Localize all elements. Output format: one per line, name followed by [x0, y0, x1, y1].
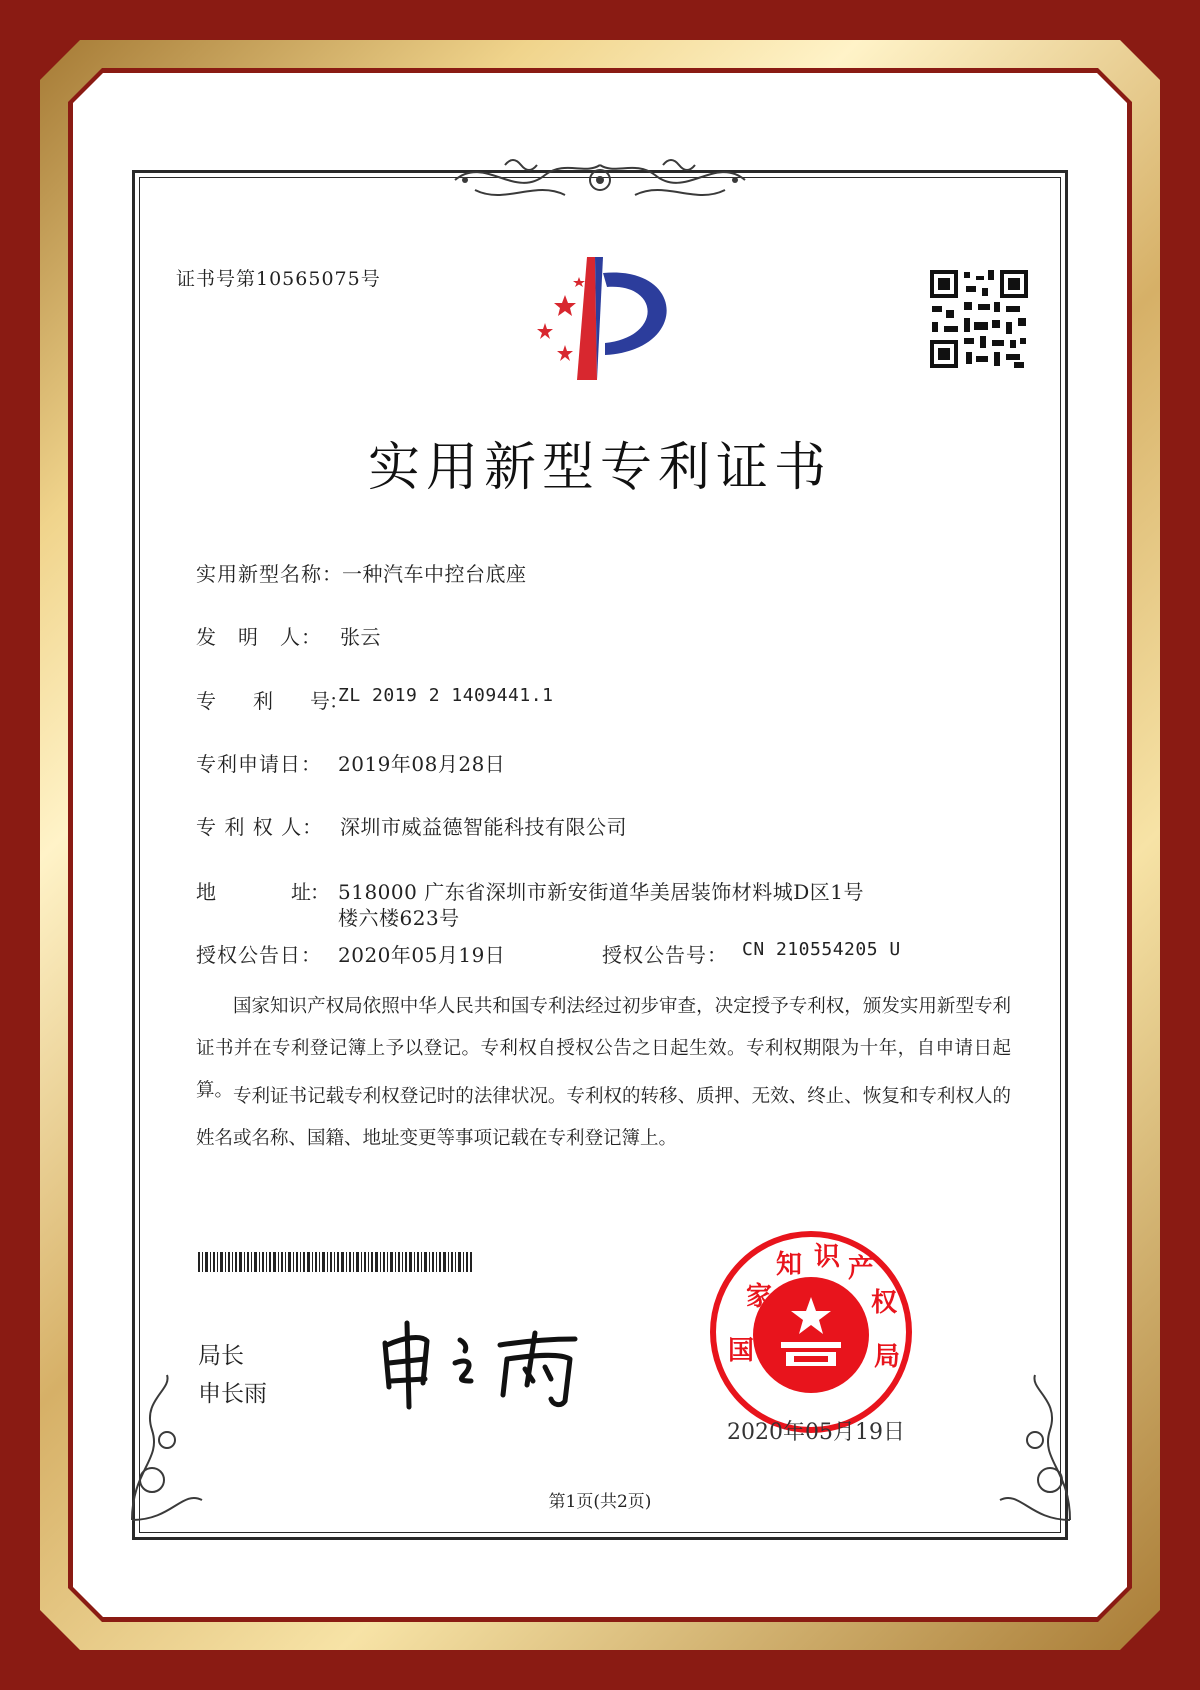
patent-number-label: 专 利 号：: [196, 689, 348, 713]
patent-office-logo-icon: [525, 255, 685, 380]
grant-number-label: 授权公告号：: [602, 943, 728, 967]
utility-model-name-label: 实用新型名称：: [196, 562, 343, 586]
address-label: 地 址：: [196, 880, 329, 904]
director-title: 局长: [198, 1343, 244, 1369]
address-line-2: 楼六楼623号: [338, 906, 460, 930]
grant-number-value: CN 210554205 U: [742, 939, 901, 960]
svg-text:权: 权: [871, 1288, 898, 1318]
svg-text:知: 知: [776, 1250, 803, 1280]
svg-text:识: 识: [814, 1242, 841, 1272]
svg-text:局: 局: [874, 1342, 901, 1372]
seal-date: 2020年05月19日: [727, 1420, 905, 1445]
top-ornament: [445, 150, 755, 210]
director-name: 申长雨: [198, 1381, 267, 1407]
qr-code-icon: [928, 268, 1030, 370]
application-date-label: 专利申请日：: [196, 752, 322, 776]
certificate-number: 证书号第10565075号: [176, 268, 381, 290]
utility-model-name-value: 一种汽车中控台底座: [342, 562, 527, 586]
address-line-1: 518000 广东省深圳市新安街道华美居装饰材料城D区1号: [338, 880, 864, 904]
certificate-title: 实用新型专利证书: [367, 438, 832, 498]
barcode-icon: [198, 1252, 473, 1272]
inventor-value: 张云: [340, 625, 381, 649]
grant-date-value: 2020年05月19日: [338, 943, 506, 967]
legal-paragraph-1: 国家知识产权局依照中华人民共和国专利法经过初步审查，决定授予专利权，颁发实用新型专利证书并在专利登记簿上予以登记。专利权自授权公告之日起生效。专利权期限为十年，自申请日起算。: [196, 996, 1011, 1101]
patent-number-value: ZL 2019 2 1409441.1: [338, 685, 554, 706]
application-date-value: 2019年08月28日: [338, 752, 506, 776]
patentee-label: 专 利 权 人：: [196, 815, 324, 839]
svg-text:家: 家: [746, 1282, 773, 1312]
page-number: 第1页(共2页): [548, 1492, 652, 1512]
patentee-value: 深圳市威益德智能科技有限公司: [340, 815, 627, 839]
svg-text:国: 国: [728, 1336, 755, 1366]
grant-date-label: 授权公告日：: [196, 943, 322, 967]
legal-paragraph-2: 专利证书记载专利权登记时的法律状况。专利权的转移、质押、无效、终止、恢复和专利权人的姓名或名称、国籍、地址变更等事项记载在专利登记簿上。: [196, 1086, 1011, 1149]
svg-text:产: 产: [848, 1254, 875, 1284]
inventor-label: 发 明 人：: [196, 625, 322, 649]
official-seal-icon: [706, 1227, 916, 1437]
director-signature: [375, 1315, 605, 1415]
